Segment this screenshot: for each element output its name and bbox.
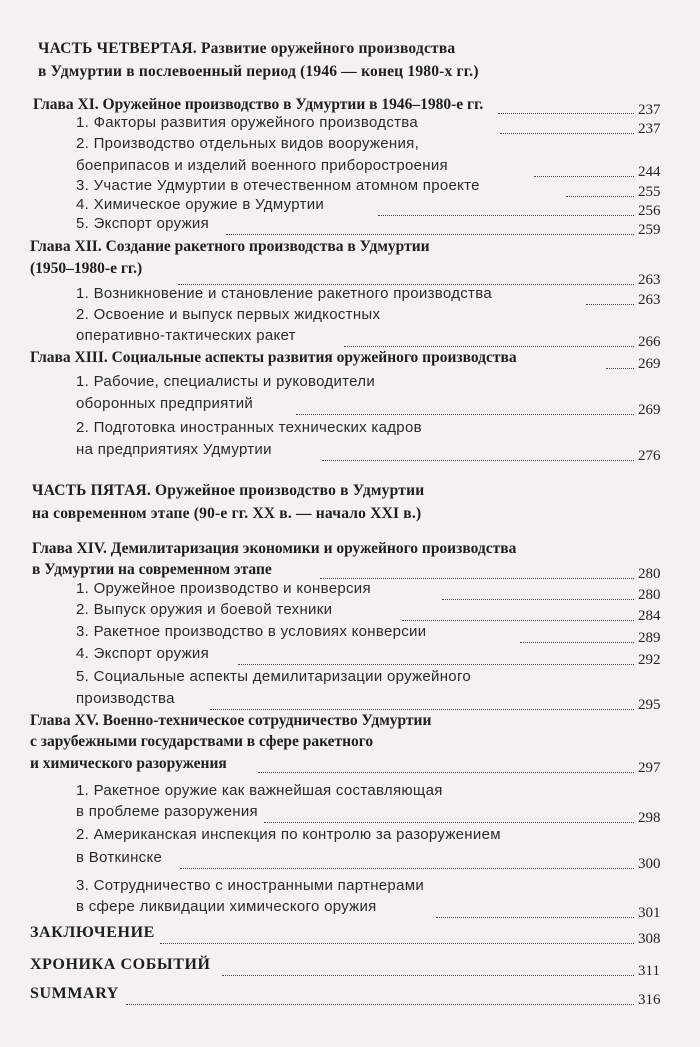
dot-leader bbox=[378, 215, 634, 216]
ch12-title-line1: Глава XII. Создание ракетного производства в Удмуртии bbox=[30, 238, 430, 255]
ch15-s1-page: 298 bbox=[638, 810, 661, 826]
dot-leader bbox=[402, 620, 634, 621]
ch13-page: 269 bbox=[638, 356, 661, 372]
ch11-title: Глава XI. Оружейное производство в Удмуртии в 1946–1980-е гг. bbox=[33, 96, 484, 113]
conclusion-title: ЗАКЛЮЧЕНИЕ bbox=[30, 924, 155, 941]
dot-leader bbox=[436, 917, 634, 918]
dot-leader bbox=[296, 414, 634, 415]
part5-heading-line2: на современном этапе (90-е гг. XX в. — начало XXI в.) bbox=[32, 505, 422, 522]
ch11-s5-title: 5. Экспорт оружия bbox=[76, 215, 210, 232]
ch11-s2-line2: боеприпасов и изделий военного приборостроения bbox=[76, 157, 448, 174]
ch15-title-line3: и химического разоружения bbox=[30, 755, 227, 772]
ch15-s3-page: 301 bbox=[638, 905, 661, 921]
ch14-title-line2: в Удмуртии на современном этапе bbox=[32, 561, 272, 578]
dot-leader bbox=[442, 599, 634, 600]
ch13-s2-line2: на предприятиях Удмуртии bbox=[76, 441, 272, 458]
chronicle-page: 311 bbox=[638, 963, 660, 979]
ch13-s1-page: 269 bbox=[638, 402, 661, 418]
ch11-s3-title: 3. Участие Удмуртии в отечественном атомном проекте bbox=[76, 177, 480, 194]
dot-leader bbox=[264, 822, 634, 823]
part5-heading-line1: ЧАСТЬ ПЯТАЯ. Оружейное производство в Удмуртии bbox=[32, 482, 425, 499]
ch14-s3-page: 289 bbox=[638, 630, 661, 646]
dot-leader bbox=[210, 709, 634, 710]
ch11-page: 237 bbox=[638, 102, 661, 118]
ch15-s3-line2: в сфере ликвидации химического оружия bbox=[76, 898, 377, 915]
part4-heading-line2: в Удмуртии в послевоенный период (1946 — конец 1980-х гг.) bbox=[38, 63, 479, 80]
chronicle-title: ХРОНИКА СОБЫТИЙ bbox=[30, 956, 211, 973]
dot-leader bbox=[180, 868, 634, 869]
dot-leader bbox=[500, 133, 634, 134]
ch14-title-line1: Глава XIV. Демилитаризация экономики и оружейного производства bbox=[32, 540, 517, 557]
ch12-page: 263 bbox=[638, 272, 661, 288]
ch15-title-line2: с зарубежными государствами в сфере ракетного bbox=[30, 733, 374, 750]
ch15-page: 297 bbox=[638, 760, 661, 776]
ch13-s1-line2: оборонных предприятий bbox=[76, 395, 254, 412]
ch14-s5-page: 295 bbox=[638, 697, 661, 713]
ch13-title: Глава XIII. Социальные аспекты развития оружейного производства bbox=[30, 349, 517, 366]
ch15-s1-line2: в проблеме разоружения bbox=[76, 803, 258, 820]
ch13-s1-line1: 1. Рабочие, специалисты и руководители bbox=[76, 373, 376, 390]
dot-leader bbox=[586, 304, 634, 305]
dot-leader bbox=[520, 642, 634, 643]
ch11-s2-page: 244 bbox=[638, 164, 661, 180]
part4-heading-line1: ЧАСТЬ ЧЕТВЕРТАЯ. Развитие оружейного производства bbox=[38, 40, 456, 57]
dot-leader bbox=[226, 234, 634, 235]
ch12-s1-page: 263 bbox=[638, 292, 661, 308]
ch14-s1-title: 1. Оружейное производство и конверсия bbox=[76, 580, 371, 597]
ch12-s2-page: 266 bbox=[638, 334, 661, 350]
ch14-s1-page: 280 bbox=[638, 587, 661, 603]
ch15-s3-line1: 3. Сотрудничество с иностранными партнерами bbox=[76, 877, 425, 894]
ch15-s2-line2: в Воткинске bbox=[76, 849, 163, 866]
ch12-title-line2: (1950–1980-е гг.) bbox=[30, 260, 143, 277]
dot-leader bbox=[238, 664, 634, 665]
ch15-title-line1: Глава XV. Военно-техническое сотрудничество Удмуртии bbox=[30, 712, 432, 729]
dot-leader bbox=[322, 460, 634, 461]
ch12-s2-line1: 2. Освоение и выпуск первых жидкостных bbox=[76, 306, 381, 323]
ch14-s4-title: 4. Экспорт оружия bbox=[76, 645, 210, 662]
summary-page: 316 bbox=[638, 992, 661, 1008]
ch12-s1-title: 1. Возникновение и становление ракетного производства bbox=[76, 285, 492, 302]
ch13-s2-line1: 2. Подготовка иностранных технических кадров bbox=[76, 419, 422, 436]
summary-title: SUMMARY bbox=[30, 985, 119, 1002]
ch12-s2-line2: оперативно-тактических ракет bbox=[76, 327, 296, 344]
conclusion-page: 308 bbox=[638, 931, 661, 947]
ch14-s2-page: 284 bbox=[638, 608, 661, 624]
ch15-s2-line1: 2. Американская инспекция по контролю за разоружением bbox=[76, 826, 501, 843]
ch11-s5-page: 259 bbox=[638, 222, 661, 238]
dot-leader bbox=[344, 346, 634, 347]
ch15-s1-line1: 1. Ракетное оружие как важнейшая составляющая bbox=[76, 782, 443, 799]
ch11-s4-title: 4. Химическое оружие в Удмуртии bbox=[76, 196, 325, 213]
ch11-s2-line1: 2. Производство отдельных видов вооружения, bbox=[76, 135, 420, 152]
dot-leader bbox=[320, 578, 634, 579]
dot-leader bbox=[126, 1004, 634, 1005]
ch15-s2-page: 300 bbox=[638, 856, 661, 872]
dot-leader bbox=[534, 176, 634, 177]
ch11-s1-title: 1. Факторы развития оружейного производства bbox=[76, 114, 419, 131]
dot-leader bbox=[498, 113, 634, 114]
dot-leader bbox=[222, 975, 634, 976]
ch14-s5-line1: 5. Социальные аспекты демилитаризации оружейного bbox=[76, 668, 472, 685]
dot-leader bbox=[160, 943, 634, 944]
ch14-s2-title: 2. Выпуск оружия и боевой техники bbox=[76, 601, 333, 618]
ch11-s1-page: 237 bbox=[638, 121, 661, 137]
ch14-page: 280 bbox=[638, 566, 661, 582]
dot-leader bbox=[258, 772, 634, 773]
dot-leader bbox=[566, 196, 634, 197]
ch13-s2-page: 276 bbox=[638, 448, 661, 464]
ch14-s5-line2: производства bbox=[76, 690, 175, 707]
ch11-s4-page: 256 bbox=[638, 203, 661, 219]
ch14-s4-page: 292 bbox=[638, 652, 661, 668]
dot-leader bbox=[606, 368, 634, 369]
ch14-s3-title: 3. Ракетное производство в условиях конверсии bbox=[76, 623, 427, 640]
ch11-s3-page: 255 bbox=[638, 184, 661, 200]
